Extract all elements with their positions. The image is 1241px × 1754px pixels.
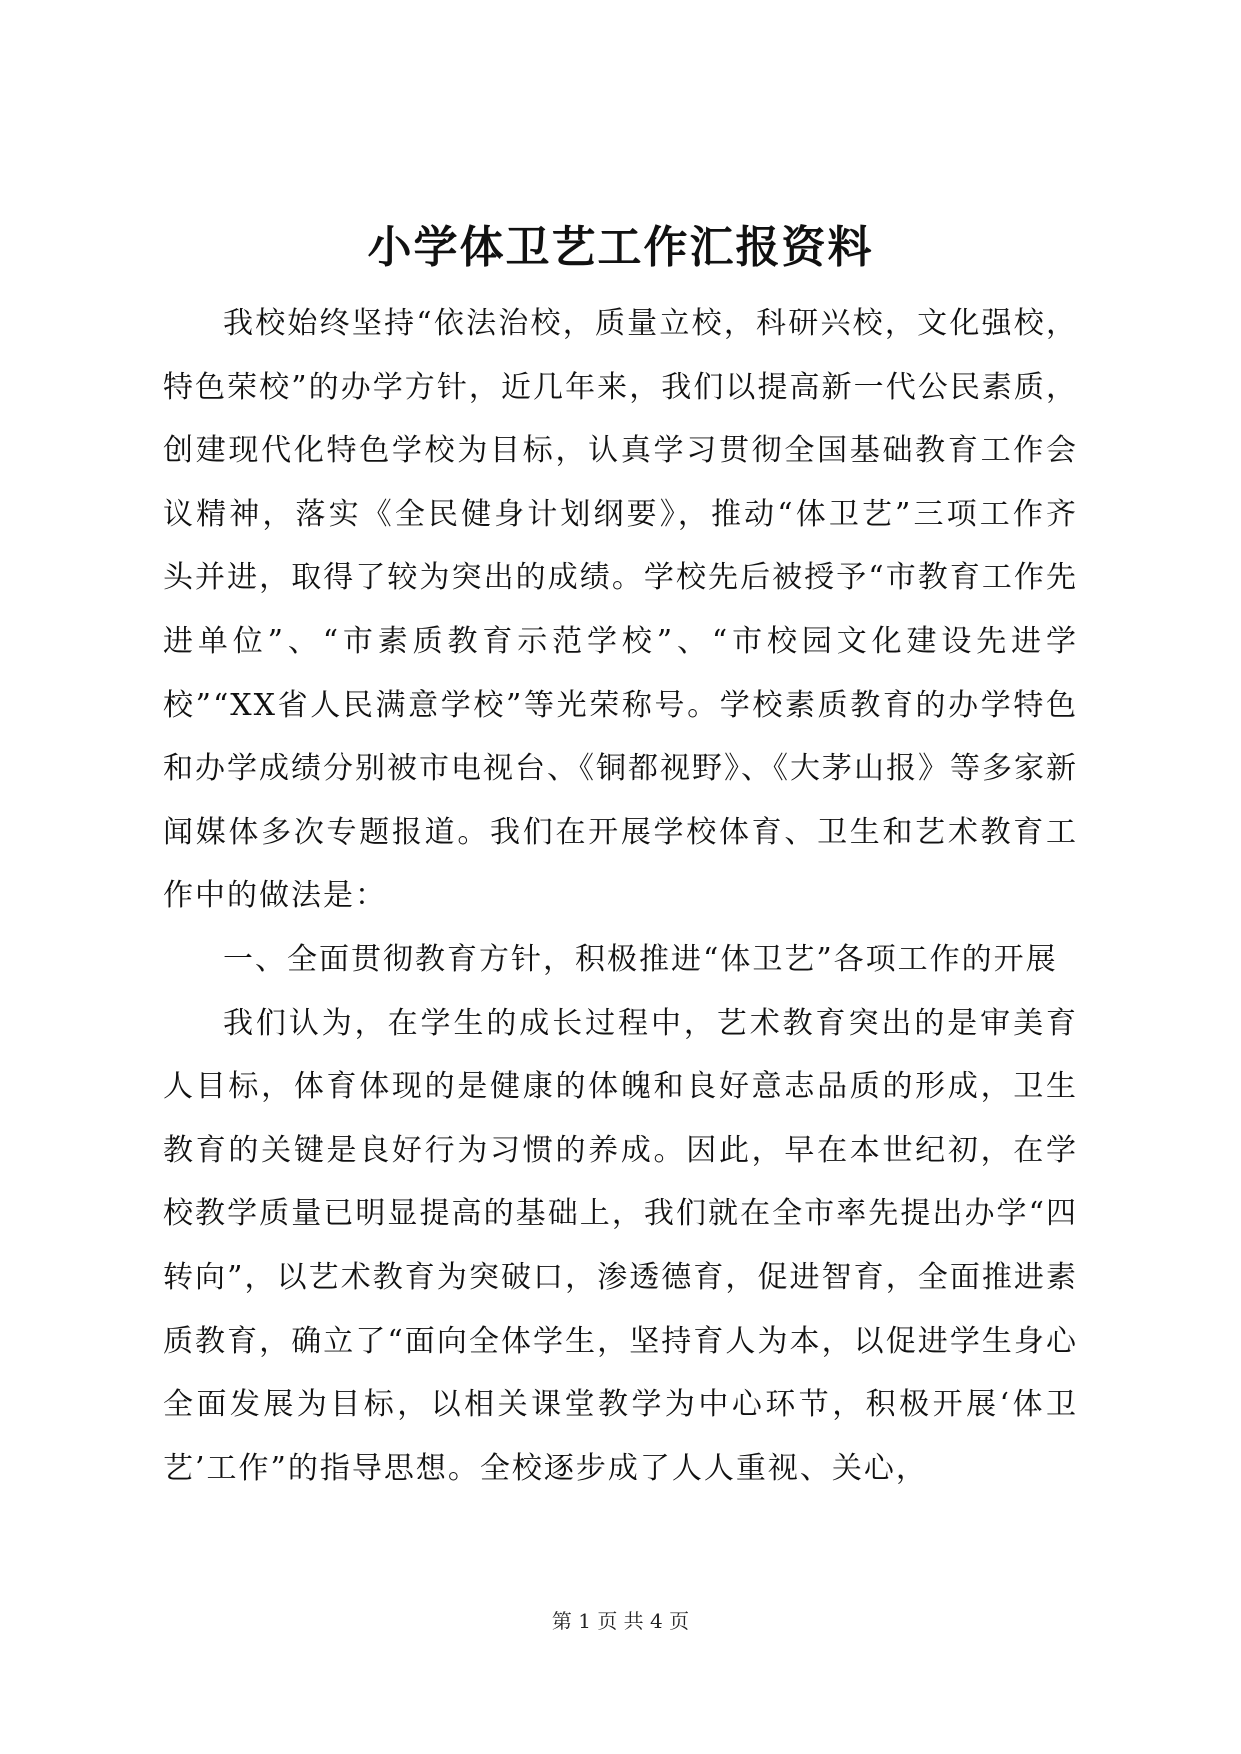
document-body [163,292,1078,1500]
page-number-footer: 第 1 页 共 4 页 [551,1609,690,1633]
paragraph-section-one: 我们认为，在学生的成长过程中，艺术教育突出的是审美育人目标，体育体现的是健康的体魄和良好意志品质的形成，卫生教育的关键是良好行为习惯的养成。因此，早在本世纪初，在学校教学质量已明显提高的基础上，我们就在全市率先提出办学“四转向”，以艺术教育为突破口，渗透德育，促进智育，全面推进素质教育，确立了“面向全体学生，坚持育人为本，以促进学生身心全面发展为目标，以相关课堂教学为中心环节，积极开展‘体卫艺’工作”的指导思想。全校逐步成了人人重视、关心， [163,1005,1078,1486]
paragraph-intro: 我校始终坚持“依法治校，质量立校，科研兴校，文化强校，特色荣校”的办学方针，近几年来，我们以提高新一代公民素质，创建现代化特色学校为目标，认真学习贯彻全国基础教育工作会议精神，落实《全民健身计划纲要》，推动“体卫艺”三项工作齐头并进，取得了较为突出的成绩。学校先后被授予“市教育工作先进单位”、“市素质教育示范学校”、“市校园文化建设先进学校”“XX省人民满意学校”等光荣称号。学校素质教育的办学特色和办学成绩分别被市电视台、《铜都视野》、《大茅山报》等多家新闻媒体多次专题报道。我们在开展学校体育、卫生和艺术教育工作中的做法是： [163,306,1078,914]
section-heading-one: 一、全面贯彻教育方针，积极推进“体卫艺”各项工作的开展 [223,941,1058,977]
document-title: 小学体卫艺工作汇报资料 [367,222,874,273]
